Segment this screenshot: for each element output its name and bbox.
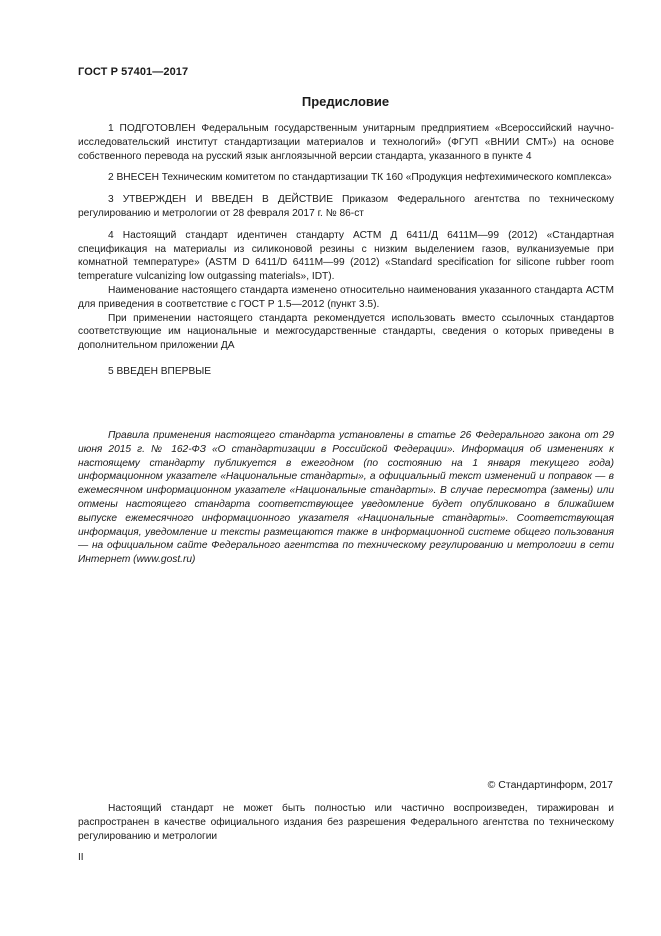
application-rules-note: Правила применения настоящего стандарта установлены в статье 26 Федерального закона от 29 июня 2015 г. № 162-ФЗ «О стандартизации в Российской Федерации». Информация об изменениях к настоящему стандарту публикуется в ежегодном (по состоянию на 1 января текущего года) информационном указателе «Национальные стандарты», а официальный текст изменений и поправок — в ежемесячном информационном указателе «Национальные стандарты». В случае пересмотра (замены) или отмены настоящего стандарта соответствующее уведомление будет опубликовано в ближайшем выпуске ежемесячного информационного указателя «Национальные стандарты». Соответствующая информация, уведомление и тексты размещаются также в информационной системе общего пользования — на официальном сайте Федерального агентства по техническому регулированию и метрологии в сети Интернет (www.gost.ru) [78, 430, 614, 566]
copyright-line: © Стандартинформ, 2017 [487, 779, 613, 791]
preface-body [78, 122, 614, 379]
paragraph-introduced: 5 ВВЕДЕН ВПЕРВЫЕ [108, 365, 212, 377]
paragraph-prepared: 1 ПОДГОТОВЛЕН Федеральным государственным унитарным предприятием «Всероссийский научно-исследовательский институт стандартизации материалов и технологий» (ФГУП «ВНИИ СМТ») на основе собственного перевода на русский язык англоязычной версии стандарта, указанного в пункте 4 [78, 123, 614, 162]
paragraph-submitted: 2 ВНЕСЕН Техническим комитетом по стандартизации ТК 160 «Продукция нефтехимического комплекса» [108, 172, 612, 184]
paragraph-approved: 3 УТВЕРЖДЕН И ВВЕДЕН В ДЕЙСТВИЕ Приказом Федерального агентства по техническому регулированию и метрологии от 28 февраля 2017 г. № 86-ст [78, 194, 614, 219]
standard-id-header: ГОСТ Р 57401—2017 [78, 66, 189, 78]
paragraph-identical: 4 Настоящий стандарт идентичен стандарту АСТМ Д 6411/Д 6411М—99 (2012) «Стандартная спецификация на материалы из силиконовой резины с низким выделением газов, вулканизуемые при комнатной температуре» (ASTM D 6411/D 6411M—99 (2012) «Standard specification for silicone rubber room temperature vulcanizing low outgassing materials», IDT). [78, 229, 614, 283]
paragraph-references: При применении настоящего стандарта рекомендуется использовать вместо ссылочных стандартов соответствующие им национальные и межгосударственные стандарты, сведения о которых приведены в дополнительном приложении ДА [78, 312, 614, 352]
page-title: Предисловие [301, 94, 390, 109]
paragraph-name-changed: Наименование настоящего стандарта изменено относительно наименования указанного стандарта АСТМ для приведения в соответствие с ГОСТ Р 1.5—2012 (пункт 3.5). [78, 284, 614, 310]
reproduction-notice: Настоящий стандарт не может быть полностью или частично воспроизведен, тиражирован и распространен в качестве официального издания без разрешения Федерального агентства по техническому регулированию и метрологии [78, 803, 614, 842]
page-number: II [78, 852, 84, 863]
